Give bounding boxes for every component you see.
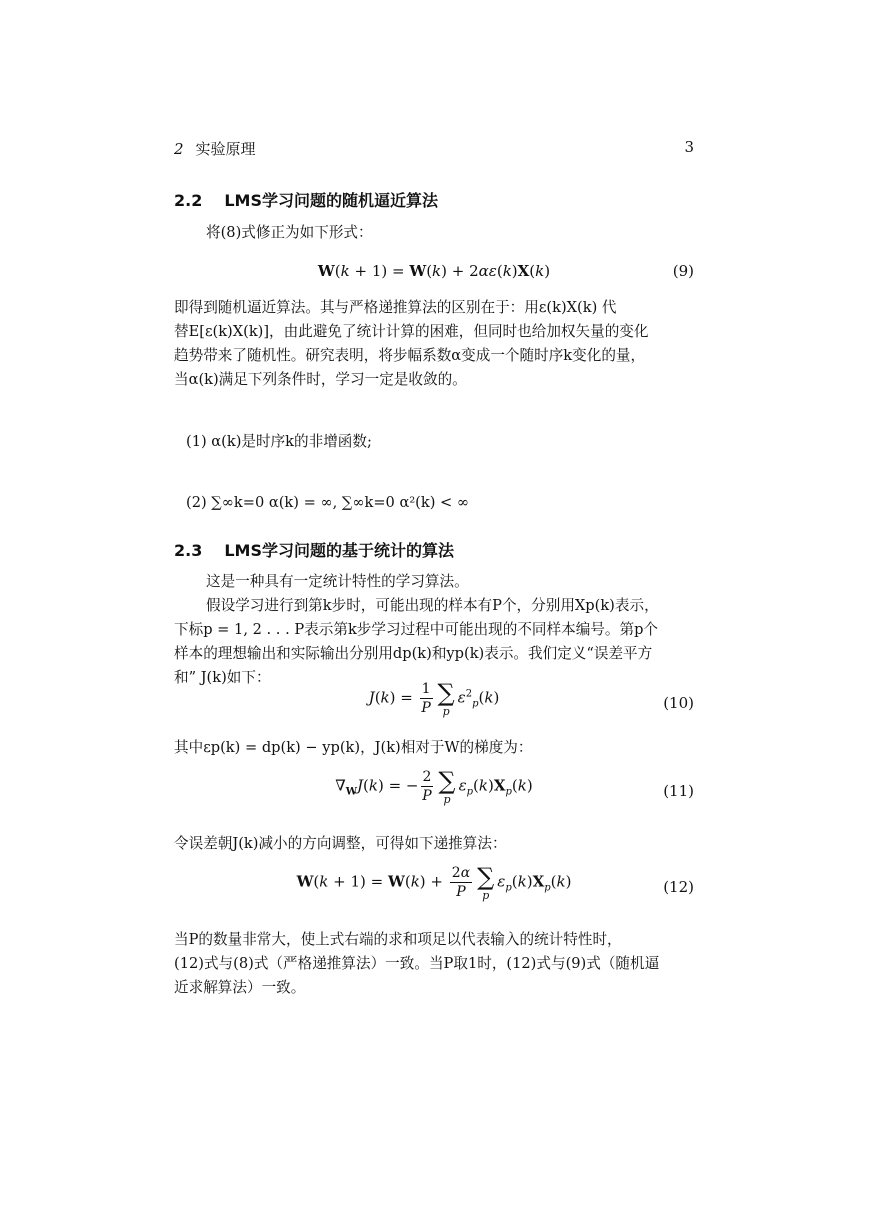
paragraph-line: 当P的数量非常大，使上式右端的求和项足以代表输入的统计特性时， xyxy=(174,931,622,948)
equation-12 xyxy=(174,864,694,914)
section-heading-2-3 xyxy=(174,538,454,561)
equation-10 xyxy=(174,680,694,730)
section-title: LMS学习问题的随机逼近算法 xyxy=(224,191,438,210)
equation-9-body: W(k + 1) = W(k) + 2αε(k)X(k) xyxy=(317,262,551,280)
header-chapter-title: 实验原理 xyxy=(195,140,256,158)
paragraph-stochastic xyxy=(174,296,694,392)
intro-line: 将(8)式修正为如下形式： xyxy=(206,224,373,241)
line-after-eq10: 其中εp(k) = dp(k) − yp(k)，J(k)相对于W的梯度为： xyxy=(174,739,533,756)
equation-11-body: $\nabla_WJ(k)$ = − $\frac{2}{P}$ ∑ p $\varepsilon_p(k)X_p(k)$ xyxy=(335,766,533,806)
equation-9 xyxy=(174,262,694,284)
paragraph-line: 替E[ε(k)X(k)]，由此避免了统计计算的困难，但同时也给加权矢量的变化 xyxy=(174,323,649,340)
paragraph-line: 和” J(k)如下： xyxy=(174,669,271,686)
paragraph-intro-2-3: 这是一种具有一定统计特性的学习算法。 xyxy=(206,573,469,590)
equation-11-number: (11) xyxy=(663,782,694,800)
paragraph-assumption xyxy=(174,594,694,690)
running-header xyxy=(174,138,694,158)
line-after-eq11: 令误差朝J(k)减小的方向调整，可得如下递推算法： xyxy=(174,835,507,852)
paragraph-line: 当α(k)满足下列条件时，学习一定是收敛的。 xyxy=(174,371,467,388)
header-chapter xyxy=(174,138,256,159)
paragraph-line: 样本的理想输出和实际输出分别用dp(k)和yp(k)表示。我们定义“误差平方 xyxy=(174,645,653,662)
condition-2: (2) ∑∞k=0 α(k) = ∞, ∑∞k=0 α²(k) < ∞ xyxy=(186,494,470,511)
equation-12-body: W(k + 1) = W(k) + $\frac{2\alpha}{P}$ ∑ p $\varepsilon_p(k)X_p(k)$ xyxy=(296,862,572,902)
paragraph-line: 近求解算法）一致。 xyxy=(174,979,306,996)
section-number: 2.2 xyxy=(174,191,203,210)
equation-12-number: (12) xyxy=(663,878,694,896)
page-number: 3 xyxy=(684,138,694,156)
equation-9-number: (9) xyxy=(672,262,694,280)
section-title: LMS学习问题的基于统计的算法 xyxy=(224,541,454,560)
equation-10-number: (10) xyxy=(663,694,694,712)
section-number: 2.3 xyxy=(174,541,203,560)
equation-11 xyxy=(174,768,694,818)
equation-10-body: J(k) = $\frac{1}{P}$ ∑ p $\varepsilon^2_p(k)$ xyxy=(368,678,500,718)
paragraph-conclusion xyxy=(174,928,694,1000)
condition-1: (1) α(k)是时序k的非增函数; xyxy=(186,433,372,450)
paragraph-line: (12)式与(8)式（严格递推算法）一致。当P取1时，(12)式与(9)式（随机逼 xyxy=(174,955,660,972)
section-heading-2-2 xyxy=(174,188,438,211)
paragraph-line: 即得到随机逼近算法。其与严格递推算法的区别在于：用ε(k)X(k) 代 xyxy=(174,299,617,316)
header-chapter-number: 2 xyxy=(174,140,184,158)
paragraph-line: 下标p = 1, 2 . . . P表示第k步学习过程中可能出现的不同样本编号。第p个 xyxy=(174,621,659,638)
paragraph-line: 假设学习进行到第k步时，可能出现的样本有P个，分别用Xp(k)表示， xyxy=(206,597,659,614)
paragraph-line: 趋势带来了随机性。研究表明，将步幅系数α变成一个随时序k变化的量， xyxy=(174,347,646,364)
